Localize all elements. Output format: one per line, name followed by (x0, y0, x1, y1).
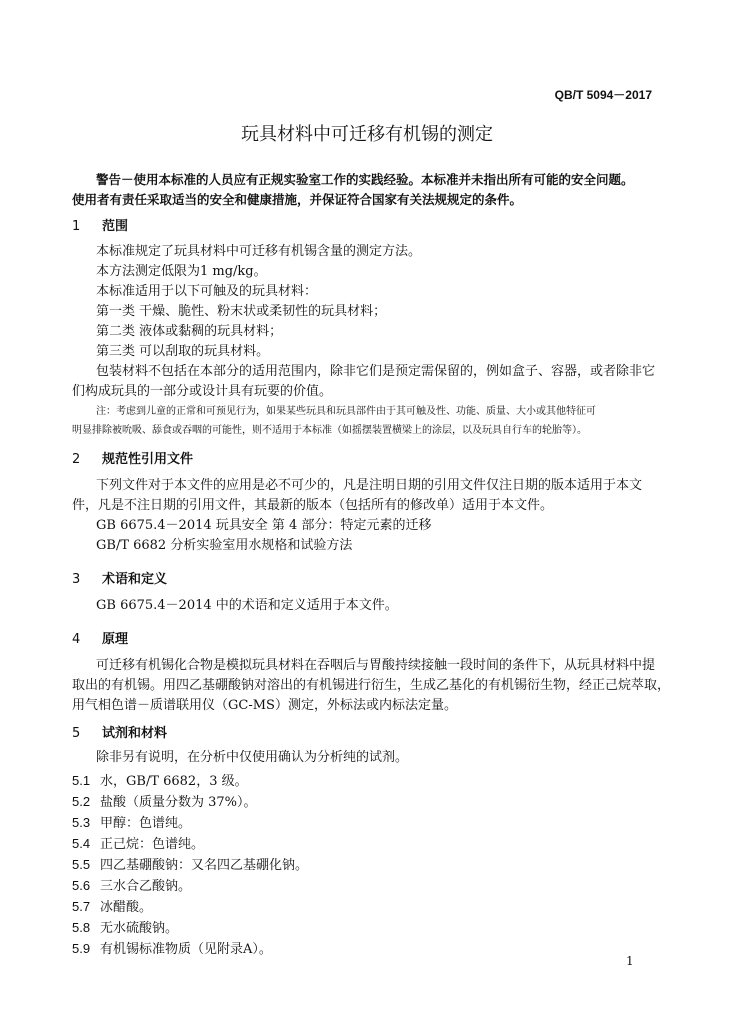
section-4-body (72, 656, 671, 716)
item-text: 水，GB/T 6682，3 级。 (100, 774, 248, 789)
paragraph-line: 包装材料不包括在本部分的适用范围内，除非它们是预定需保留的，例如盒子、容器，或者除非它 (96, 364, 656, 379)
paragraph-line: 下列文件对于本文件的应用是必不可少的，凡是注明日期的引用文件仅注日期的版本适用于本文 (96, 478, 643, 493)
list-item (72, 791, 257, 810)
item-text: 冰醋酸。 (100, 900, 153, 915)
section-title: 规范性引用文件 (102, 452, 194, 467)
item-number: 5.1 (72, 773, 91, 788)
list-item (72, 896, 152, 915)
section-3-body (72, 596, 660, 616)
paragraph-line: 们构成玩具的一部分或设计具有玩要的价值。 (72, 384, 333, 399)
section-2-body (72, 476, 660, 556)
item-number: 5.9 (72, 941, 91, 956)
note-line: 注：考虑到儿童的正常和可预见行为，如果某些玩具和玩具部件由于其可触及性、功能、质量、大小或其他特征可 (96, 406, 596, 417)
page-number: 1 (626, 954, 634, 968)
paragraph-line: 本标准规定了玩具材料中可迁移有机锡含量的测定方法。 (96, 244, 422, 259)
item-text: 三水合乙酸钠。 (100, 879, 192, 894)
item-number: 5.3 (72, 815, 91, 830)
item-number: 5.7 (72, 899, 91, 914)
item-text: 有机锡标准物质（见附录A）。 (100, 942, 272, 957)
item-text: 四乙基硼酸钠：又名四乙基硼化钠。 (100, 858, 309, 873)
list-item (72, 938, 272, 957)
paragraph-line: 用气相色谱－质谱联用仪（GC-MS）测定，外标法或内标法定量。 (72, 698, 457, 713)
item-text: 甲醇：色谱纯。 (100, 816, 192, 831)
document-title: 玩具材料中可迁移有机锡的测定 (241, 124, 493, 145)
section-title: 术语和定义 (102, 572, 168, 587)
section-title: 原理 (102, 632, 129, 647)
paragraph-line: 第二类 液体或黏稠的玩具材料； (96, 324, 283, 339)
warning-line-2: 使用者有责任采取适当的安全和健康措施，并保证符合国家有关法规规定的条件。 (72, 192, 523, 207)
note-line: 明显排除被吮吸、舔食或吞咽的可能性，则不适用于本标准（如摇摆装置横梁上的涂层，以及玩具自行车的轮胎等）。 (72, 425, 587, 436)
section-5-intro (72, 748, 660, 768)
item-text: 正己烷：色谱纯。 (100, 837, 205, 852)
item-number: 5.8 (72, 920, 91, 935)
section-3-heading (72, 568, 167, 587)
section-number: 3 (72, 572, 81, 587)
item-number: 5.2 (72, 794, 91, 809)
section-5-heading (72, 722, 167, 741)
paragraph-line: 除非另有说明，在分析中仅使用确认为分析纯的试剂。 (96, 750, 409, 765)
section-number: 2 (72, 452, 81, 467)
list-item (72, 833, 204, 852)
paragraph-line: 第三类 可以刮取的玩具材料。 (96, 344, 270, 359)
section-1-body (72, 242, 660, 440)
paragraph-line: 第一类 干燥、脆性、粉末状或柔韧性的玩具材料； (96, 304, 387, 319)
item-number: 5.4 (72, 836, 91, 851)
list-item (72, 812, 191, 831)
section-title: 试剂和材料 (102, 726, 168, 741)
section-number: 5 (72, 726, 81, 741)
section-number: 4 (72, 632, 81, 647)
list-item (72, 875, 191, 894)
paragraph-line: 取出的有机锡。用四乙基硼酸钠对溶出的有机锡进行衍生，生成乙基化的有机锡衍生物，经正己烷萃取， (72, 678, 671, 693)
item-text: 盐酸（质量分数为 37%）。 (100, 795, 257, 810)
paragraph-line: 本标准适用于以下可触及的玩具材料： (96, 284, 318, 299)
section-1-heading (72, 215, 128, 234)
paragraph-line: 本方法测定低限为1 mg/kg。 (96, 264, 267, 279)
paragraph-line: 件，凡是不注日期的引用文件，其最新的版本（包括所有的修改单）适用于本文件。 (72, 498, 554, 513)
standard-code: QB/T 5094－2017 (554, 88, 652, 102)
list-item (72, 917, 178, 936)
warning-block (72, 170, 660, 210)
section-2-heading (72, 448, 193, 467)
section-4-heading (72, 628, 128, 647)
item-text: 无水硫酸钠。 (100, 921, 179, 936)
list-item (72, 854, 308, 873)
section-number: 1 (72, 219, 81, 234)
reference-line: GB/T 6682 分析实验室用水规格和试验方法 (96, 538, 353, 553)
warning-line-1: 警告－使用本标准的人员应有正规实验室工作的实践经验。本标准并未指出所有可能的安全问题。 (96, 172, 634, 187)
reference-line: GB 6675.4－2014 玩具安全 第 4 部分：特定元素的迁移 (96, 518, 432, 533)
list-item (72, 770, 248, 789)
item-number: 5.6 (72, 878, 91, 893)
paragraph-line: 可迁移有机锡化合物是模拟玩具材料在吞咽后与胃酸持续接触一段时间的条件下，从玩具材料中提 (96, 658, 656, 673)
section-title: 范围 (102, 219, 129, 234)
paragraph-line: GB 6675.4－2014 中的术语和定义适用于本文件。 (96, 598, 398, 613)
item-number: 5.5 (72, 857, 91, 872)
